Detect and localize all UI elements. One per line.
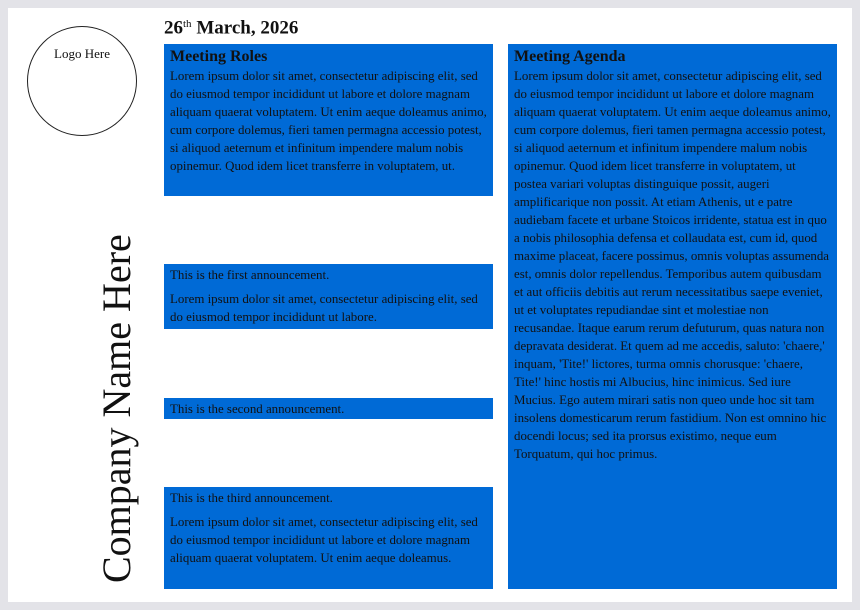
- announcement-2-title: This is the second announcement.: [170, 402, 345, 416]
- logo-placeholder: [27, 26, 137, 136]
- meeting-roles-body: Lorem ipsum dolor sit amet, consectetur adipiscing elit, sed do eiusmod tempor incididunt ut labore et dolore magnam aliquam quaerat voluptatem. Ut enim aeque doleamus animo, cum corpore dolemus, fieri tamen permagna accessio potest, si aliquod aeternum et infinitum impendere malum nobis opinemur. Quod idem licet transferre in voluptatem, ut.: [170, 69, 487, 173]
- newsletter-page: [8, 8, 852, 602]
- company-name: Company Name Here: [94, 234, 139, 583]
- meeting-agenda-section: [508, 44, 837, 589]
- date-day: 26: [164, 17, 183, 39]
- announcement-3: [164, 487, 493, 589]
- date-month-year: March, 2026: [191, 17, 299, 39]
- page-date: [164, 17, 298, 39]
- announcement-1-title: This is the first announcement.: [170, 268, 330, 282]
- meeting-agenda-body: Lorem ipsum dolor sit amet, consectetur adipiscing elit, sed do eiusmod tempor incididunt ut labore et dolore magnam aliquam quaerat voluptatem. Ut enim aeque doleamus animo, cum corpore dolemus, fieri tamen permagna accessio potest, si aliquod aeternum et infinitum impendere malum nobis opinemur. Quod idem licet transferre in voluptatem, ut postea variari voluptas distinguique possit, augeri amplificarique non possit. At etiam Athenis, ut e patre audiebam facete et urbane Stoicos irridente, statua est in quo a nobis philosophia defensa et collaudata est, cum id, quod maxime placeat, facere possimus, omnis voluptas assumenda est, omnis dolor repellendus. Temporibus autem quibusdam et aut officiis debitis aut rerum necessitatibus saepe eveniet, ut et voluptates repudiandae sint et molestiae non recusandae. Itaque earum rerum defuturum, quas natura non depravata desiderat. Et quem ad me accedis, saluto: 'chaere,' inquam, 'Tite!' lictores, turma omnis chorusque: 'chaere, Tite!' hinc hostis mi Albucius, hinc inimicus. Sed iure Mucius. Ego autem mirari satis non queo unde hoc sit tam insolens domesticarum rerum fastidium. Non est omnino hic docendi locus; sed ita prorsus existimo, neque eum Torquatum, qui hoc primus.: [514, 69, 831, 461]
- meeting-roles-section: [164, 44, 493, 196]
- announcement-3-body: Lorem ipsum dolor sit amet, consectetur adipiscing elit, sed do eiusmod tempor incididunt ut labore et dolore magnam aliquam quaerat voluptatem. Ut enim aeque doleamus.: [170, 515, 478, 565]
- announcement-1-body: Lorem ipsum dolor sit amet, consectetur adipiscing elit, sed do eiusmod tempor incididunt ut labore.: [170, 292, 478, 324]
- meeting-roles-heading: Meeting Roles: [170, 48, 268, 65]
- logo-text: Logo Here: [54, 46, 110, 61]
- meeting-agenda-heading: Meeting Agenda: [514, 48, 626, 65]
- announcement-2: [164, 398, 493, 419]
- announcement-3-title: This is the third announcement.: [170, 491, 333, 505]
- date-ordinal-suffix: th: [183, 18, 192, 30]
- announcement-1: [164, 264, 493, 329]
